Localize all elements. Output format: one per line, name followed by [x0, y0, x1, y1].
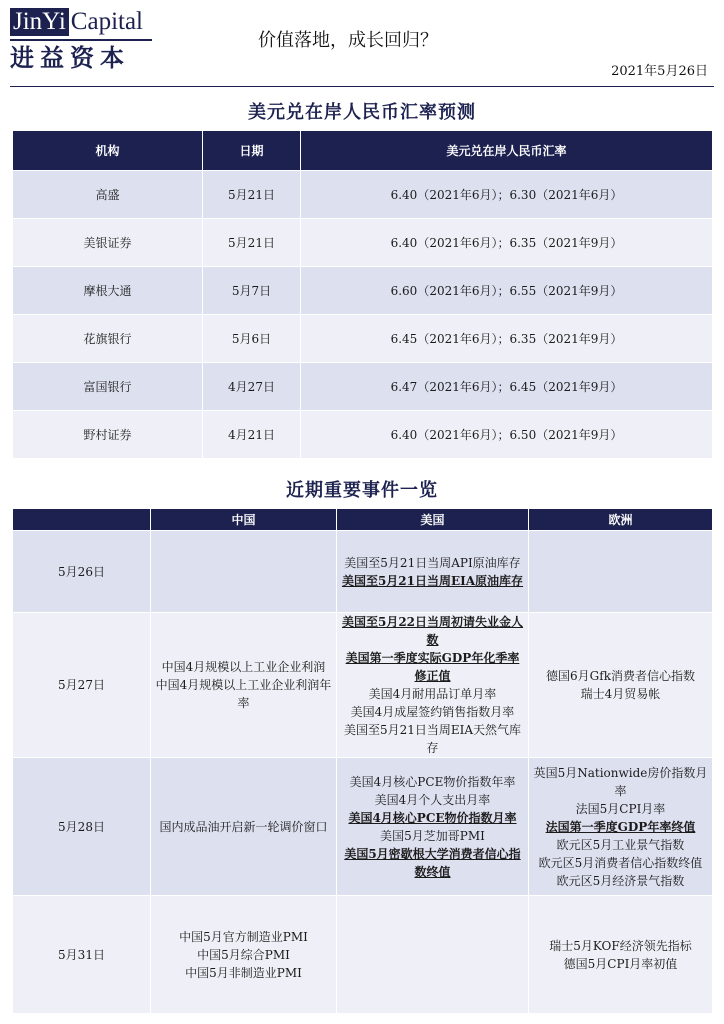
table-row: [13, 363, 713, 411]
event-item: 欧元区5月经济景气指数: [556, 873, 685, 888]
event-cell-china: [151, 531, 337, 613]
event-item: 法国5月CPI月率: [575, 801, 666, 816]
event-cell-china: [151, 896, 337, 1014]
forecast-cell-inst: 富国银行: [13, 363, 203, 411]
event-item: 美国至5月22日当周初请失业金人数: [341, 615, 524, 647]
event-date-cell: 5月26日: [13, 531, 151, 613]
forecast-cell-inst: 美银证券: [13, 219, 203, 267]
events-title: 近期重要事件一览: [286, 480, 438, 501]
event-item: 美国4月耐用品订单月率: [368, 687, 497, 701]
event-item: 美国至5月21日当周EIA天然气库存: [343, 723, 522, 755]
logo-en-part-a: JinYi: [10, 8, 69, 36]
company-logo: [10, 8, 152, 72]
table-row: [13, 171, 713, 219]
table-row: [13, 219, 713, 267]
event-item: 美国第一季度实际GDP年化季率修正值: [345, 651, 520, 683]
event-item: 法国第一季度GDP年率终值: [545, 819, 696, 834]
event-item: 瑞士4月贸易帐: [580, 687, 661, 701]
report-date: 2021年5月26日: [611, 64, 708, 79]
table-row: [13, 267, 713, 315]
event-item: 中国5月非制造业PMI: [185, 965, 302, 980]
event-cell-us: [337, 758, 529, 896]
event-cell-china: [151, 758, 337, 896]
forecast-cell-rate: 6.60（2021年6月）；6.55（2021年9月）: [301, 267, 713, 315]
event-item: 英国5月Nationwide房价指数月率: [533, 765, 708, 798]
table-row: [13, 315, 713, 363]
table-row: [13, 531, 713, 613]
logo-english: [10, 8, 152, 36]
events-col-date: [13, 509, 151, 531]
forecast-cell-inst: 摩根大通: [13, 267, 203, 315]
event-item: 欧元区5月工业景气指数: [556, 837, 685, 852]
forecast-cell-inst: 花旗银行: [13, 315, 203, 363]
event-cell-us: [337, 531, 529, 613]
event-item: 中国5月综合PMI: [197, 947, 290, 962]
forecast-table: [12, 130, 713, 459]
forecast-cell-date: 4月21日: [203, 411, 301, 459]
forecast-cell-date: 4月27日: [203, 363, 301, 411]
event-item: 中国5月官方制造业PMI: [179, 929, 308, 944]
event-date-cell: 5月28日: [13, 758, 151, 896]
forecast-cell-date: 5月21日: [203, 219, 301, 267]
event-item: 美国4月核心PCE物价指数年率: [349, 774, 516, 789]
forecast-cell-inst: 高盛: [13, 171, 203, 219]
forecast-title: 美元兑在岸人民币汇率预测: [248, 102, 476, 123]
forecast-cell-rate: 6.40（2021年6月）；6.35（2021年9月）: [301, 219, 713, 267]
logo-chinese: 进益资本: [10, 43, 130, 72]
event-item: 美国5月芝加哥PMI: [380, 828, 485, 843]
forecast-cell-rate: 6.47（2021年6月）；6.45（2021年9月）: [301, 363, 713, 411]
events-table: [12, 508, 713, 1014]
forecast-cell-inst: 野村证券: [13, 411, 203, 459]
forecast-cell-rate: 6.45（2021年6月）；6.35（2021年9月）: [301, 315, 713, 363]
logo-divider: [10, 39, 152, 41]
events-header-row: [13, 509, 713, 531]
event-item: 美国4月核心PCE物价指数月率: [348, 810, 517, 825]
event-item: 中国4月规模以上工业企业利润: [161, 660, 326, 674]
forecast-cell-date: 5月6日: [203, 315, 301, 363]
forecast-col-date: 日期: [203, 131, 301, 171]
event-item: 德国6月Gfk消费者信心指数: [546, 669, 695, 683]
event-item: 国内成品油开启新一轮调价窗口: [159, 819, 328, 834]
event-item: 美国至5月21日当周API原油库存: [344, 555, 521, 570]
forecast-col-institution: 机构: [13, 131, 203, 171]
events-col-us: 美国: [337, 509, 529, 531]
table-row: [13, 613, 713, 758]
table-row: [13, 411, 713, 459]
event-item: 美国至5月21日当周EIA原油库存: [341, 573, 524, 588]
event-cell-china: [151, 613, 337, 758]
event-item: 中国4月规模以上工业企业利润年率: [155, 678, 332, 710]
event-item: 美国4月个人支出月率: [374, 792, 491, 807]
event-cell-eu: [529, 613, 713, 758]
event-date-cell: 5月31日: [13, 896, 151, 1014]
event-item: 美国5月密歇根大学消费者信心指数终值: [344, 846, 521, 879]
logo-en-part-b: Capital: [70, 8, 144, 35]
event-item: 德国5月CPI月率初值: [563, 956, 678, 971]
report-headline: 价值落地，成长回归？: [258, 30, 438, 51]
event-cell-eu: [529, 758, 713, 896]
event-cell-eu: [529, 531, 713, 613]
event-cell-us: [337, 613, 529, 758]
forecast-cell-rate: 6.40（2021年6月）；6.30（2021年6月）: [301, 171, 713, 219]
event-item: 美国4月成屋签约销售指数月率: [350, 705, 515, 719]
forecast-cell-rate: 6.40（2021年6月）；6.50（2021年9月）: [301, 411, 713, 459]
table-row: [13, 758, 713, 896]
table-row: [13, 896, 713, 1014]
events-col-china: 中国: [151, 509, 337, 531]
forecast-col-rate: 美元兑在岸人民币汇率: [301, 131, 713, 171]
event-cell-us: [337, 896, 529, 1014]
events-col-eu: 欧洲: [529, 509, 713, 531]
event-item: 欧元区5月消费者信心指数终值: [538, 855, 703, 870]
forecast-cell-date: 5月21日: [203, 171, 301, 219]
event-cell-eu: [529, 896, 713, 1014]
event-date-cell: 5月27日: [13, 613, 151, 758]
header-rule: [10, 86, 714, 87]
forecast-cell-date: 5月7日: [203, 267, 301, 315]
forecast-header-row: [13, 131, 713, 171]
event-item: 瑞士5月KOF经济领先指标: [549, 938, 692, 953]
